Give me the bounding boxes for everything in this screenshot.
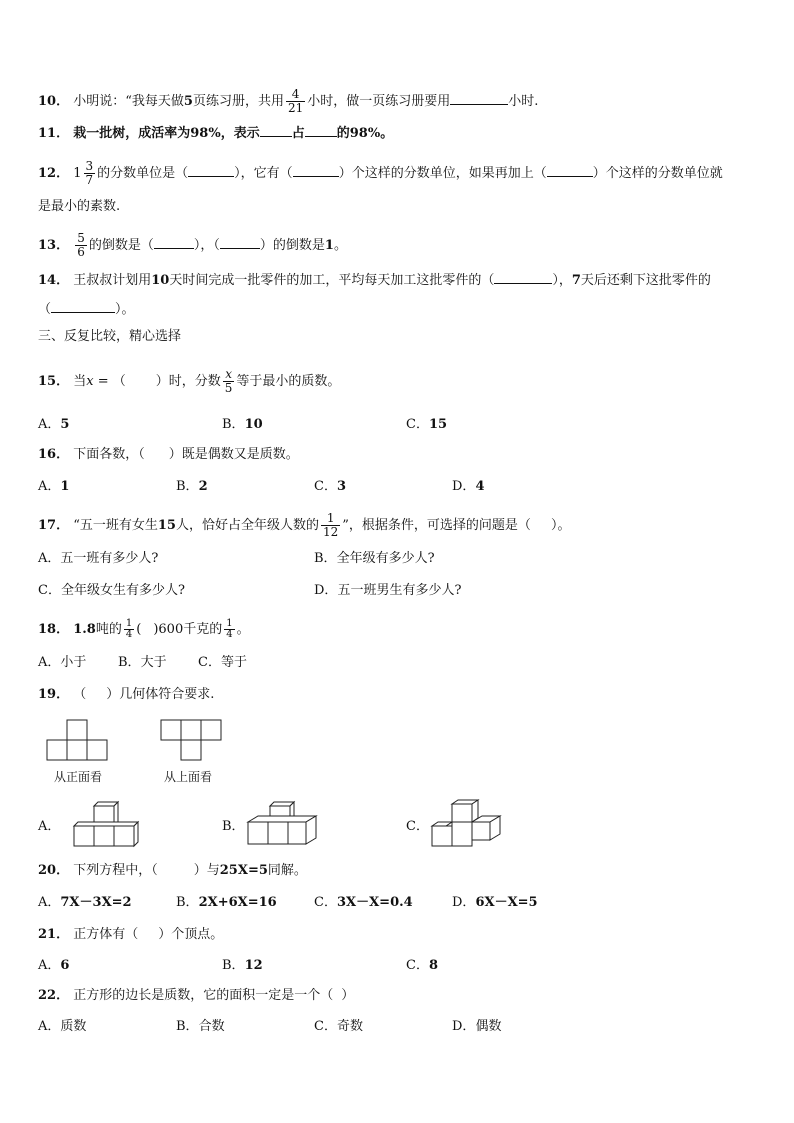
question-text: 小明说：“我每天做 [73,94,184,109]
option-label: B． [176,479,199,494]
option-value: 奇数 [336,1019,363,1034]
question-number: 11． [38,126,70,141]
mixed-number-whole: 1 [73,166,82,181]
question-number: 12． [38,166,70,181]
question-18 [38,619,250,640]
front-cell [67,740,87,760]
cube-face [452,804,472,822]
question-text: ）时，分数 [155,374,221,389]
question-text: 的倒数是（ [88,238,154,253]
cube-face [248,822,268,844]
option-label: C． [314,895,337,910]
option-value: 2 [198,479,208,494]
front-cell [47,740,67,760]
option-c[interactable] [406,957,438,975]
question-13 [38,232,347,259]
question-text: ）几何体符合要求. [106,687,215,702]
option-value: 8 [428,958,438,973]
option-label: A． [38,958,61,973]
option-label: C． [38,583,61,598]
fraction [321,512,340,539]
option-c[interactable] [406,416,447,434]
number: 1.8 [73,622,96,637]
top-view-caption: 从上面看 [164,770,213,784]
option-b-solid-figure[interactable] [244,798,320,850]
question-text: 吨的 [95,622,122,637]
option-label: C． [406,958,429,973]
question-16 [38,446,299,464]
cube-side [134,822,138,846]
question-text: 等于最小的质数。 [236,374,341,389]
numerator: 1 [125,618,133,629]
question-text: 占 [291,126,305,141]
option-value: 五一班男生有多少人? [337,583,462,598]
question-number: 22． [38,988,70,1003]
question-10 [38,88,538,115]
answer-blank[interactable] [188,164,234,177]
question-text: 。 [236,622,250,637]
option-label: B． [314,551,337,566]
option-value: 15 [428,417,448,432]
question-text: )600 [153,622,184,637]
option-label: D． [314,583,338,598]
question-number: 17． [38,518,70,533]
section-title: 三、反复比较，精心选择 [38,329,182,344]
answer-blank[interactable] [154,236,194,249]
denominator: 7 [85,173,94,187]
top-cell [161,720,181,740]
answer-blank[interactable] [51,300,115,313]
option-b[interactable] [176,1018,225,1036]
question-text: ）既是偶数又是质数。 [168,447,299,462]
fraction [223,368,235,395]
cube-face [432,826,452,846]
option-label: A． [38,895,61,910]
option-a[interactable] [38,416,69,434]
option-d[interactable] [452,894,538,912]
question-text: 当 [73,374,87,389]
fraction [124,619,134,640]
option-c[interactable] [406,818,429,836]
option-label: D． [452,1019,476,1034]
fraction [224,619,234,640]
question-text: 的分数单位是（ [97,166,189,181]
option-label: B． [176,1019,199,1034]
question-12 [38,160,723,187]
cube-face [114,826,134,846]
option-a[interactable] [38,550,158,568]
option-value: 2X+6X=16 [198,895,277,910]
denominator: 5 [224,381,233,395]
option-c[interactable] [38,582,185,600]
question-text: ( [136,622,142,637]
number: 10 [151,273,170,288]
option-b[interactable] [314,550,435,568]
option-c[interactable] [314,1018,363,1036]
option-value: 小于 [60,655,87,670]
option-d[interactable] [452,1018,501,1036]
cube-face [74,826,94,846]
answer-blank[interactable] [305,124,337,137]
question-number: 15． [38,374,70,389]
question-20 [38,862,307,880]
option-label: C． [314,1019,337,1034]
option-value: 3 [336,479,346,494]
top-view-figure [160,718,224,764]
option-c[interactable] [314,894,413,912]
cube-face [472,822,490,840]
question-number: 18． [38,622,70,637]
option-label: C． [406,417,429,432]
option-a[interactable] [38,478,69,496]
question-21 [38,926,223,944]
question-text: ”，根据条件，可选择的问题是（ [342,518,531,533]
question-number: 19． [38,687,70,702]
question-text: ）。 [115,302,135,317]
question-14 [38,271,711,290]
denominator: 4 [226,629,233,640]
option-label: A． [38,655,61,670]
number: 1 [324,238,334,253]
top-cell [181,740,201,760]
option-b[interactable] [176,478,208,496]
number: 98% [190,126,221,141]
question-text: 。 [333,238,347,253]
question-number: 20． [38,863,70,878]
cube-face [288,822,306,844]
option-value: 五一班有多少人? [60,551,159,566]
question-text: 王叔叔计划用 [73,273,152,288]
question-text: ，表示 [220,126,260,141]
option-value: 等于 [220,655,247,670]
option-value: 10 [244,417,263,432]
numerator: 1 [226,618,233,629]
option-label: B． [222,819,245,834]
question-text: ），它有（ [234,166,293,181]
option-value: 7X－3X=2 [60,895,132,910]
answer-blank[interactable] [293,164,339,177]
denominator: 12 [323,525,339,539]
question-text: ）与 [193,863,220,878]
option-value: 12 [244,958,263,973]
question-text: ）个顶点。 [158,927,224,942]
question-text: 的 [336,126,350,141]
answer-blank[interactable] [260,124,292,137]
option-value: 合数 [198,1019,225,1034]
option-a[interactable] [38,957,69,975]
answer-blank[interactable] [220,236,260,249]
option-a[interactable] [38,1018,86,1036]
answer-blank[interactable] [450,92,508,105]
denominator: 4 [125,629,133,640]
question-text: 千克的 [183,622,223,637]
variable: x [86,374,94,389]
option-value: 全年级女生有多少人? [60,583,185,598]
denominator: 21 [287,101,304,115]
option-c-solid-figure[interactable] [430,798,504,850]
section-heading [38,328,181,346]
question-text: 栽一批树，成活率为 [73,126,191,141]
option-d[interactable] [452,478,484,496]
question-number: 16． [38,447,70,462]
question-text: 正方体有（ [73,927,139,942]
cube-top [432,822,452,826]
question-14-continuation [38,300,135,319]
option-c[interactable] [314,478,346,496]
option-label: A． [38,417,61,432]
option-label: A． [38,1019,61,1034]
option-b[interactable] [222,416,263,434]
option-label: C． [314,479,337,494]
option-label: A． [38,479,61,494]
cube-top [248,816,316,822]
numerator: 3 [85,159,94,173]
question-text: 是最小的素数. [38,199,121,214]
question-19 [38,686,214,704]
option-value: 5 [60,417,70,432]
option-value: 6X－X=5 [475,895,538,910]
option-value: 3X－X=0.4 [336,895,413,910]
number: 98% [349,126,381,141]
question-text: ）的倒数是 [259,238,325,253]
question-text: ）个这样的分数单位，如果再加上（ [338,166,547,181]
fraction [75,232,87,259]
option-label: B． [222,417,245,432]
option-value: 6 [60,958,70,973]
question-text: 正方形的边长是质数，它的面积一定是一个（ [73,988,334,1003]
question-number: 21． [38,927,70,942]
option-label: D． [452,895,476,910]
question-15 [38,368,340,395]
option-value: 质数 [60,1019,87,1034]
question-11 [38,124,393,143]
question-text: “五一班有女生 [73,518,158,533]
question-text: 下面各数，（ [73,447,145,462]
question-text: ）。 [550,518,571,533]
front-view-caption: 从正面看 [54,770,103,784]
question-text: 。 [380,126,394,141]
denominator: 6 [77,245,85,259]
cube-face [452,822,472,846]
option-label: A． [38,551,61,566]
question-text: 下列方程中，（ [73,863,158,878]
numerator: 5 [77,231,85,245]
option-label: B． [176,895,199,910]
numerator: x [223,368,235,382]
option-value: 1 [60,479,70,494]
fraction [286,88,305,115]
top-cell [181,720,201,740]
question-text: 人，恰好占全年级人数的 [175,518,319,533]
question-number: 13． [38,238,70,253]
question-text: = （ [93,374,126,389]
question-text: （ [73,687,87,702]
option-d[interactable] [314,582,461,600]
question-number: 10． [38,94,70,109]
equation: 25X=5 [219,863,268,878]
option-label: B． [222,958,245,973]
option-value: 全年级有多少人? [336,551,435,566]
numerator: 4 [286,88,305,102]
option-b[interactable] [222,957,263,975]
question-text: 天时间完成一批零件的加工，平均每天加工这批零件的（ [169,273,495,288]
option-b[interactable] [176,894,277,912]
question-text: 页练习册，共用 [192,94,284,109]
answer-blank[interactable] [547,164,593,177]
question-text: 小时. [508,94,539,109]
option-value: 偶数 [475,1019,502,1034]
option-a[interactable] [38,654,86,672]
option-a[interactable] [38,894,132,912]
question-text: ） [341,988,355,1003]
option-label: D． [452,479,476,494]
question-text: 同解。 [267,863,307,878]
top-cell [201,720,221,740]
front-view-figure [46,718,110,764]
option-value: 大于 [140,655,167,670]
option-a[interactable] [38,818,60,836]
option-b[interactable] [118,654,167,672]
question-17 [38,512,570,539]
number: 5 [183,94,193,109]
question-text: ），（ [193,238,220,253]
question-12-continuation [38,198,120,216]
number: 7 [571,273,581,288]
question-text: ）， [552,273,572,288]
numerator: 1 [321,512,340,526]
option-b[interactable] [222,818,245,836]
question-number: 14． [38,273,70,288]
question-22 [38,987,354,1005]
number: 15 [157,518,176,533]
fraction [84,160,96,187]
question-text: 天后还剩下这批零件的 [580,273,711,288]
option-label: C． [198,655,221,670]
option-value: 4 [475,479,485,494]
question-text: 小时，做一页练习册要用 [307,94,451,109]
cube-top [74,822,138,826]
question-text: （ [38,302,52,317]
front-cell [67,720,87,740]
question-text: ）个这样的分数单位就 [592,166,723,181]
cube-face [268,822,288,844]
option-label: B． [118,655,141,670]
cube-face [94,826,114,846]
option-label: C． [406,819,429,834]
option-a-solid-figure[interactable] [72,800,144,850]
front-cell [87,740,107,760]
option-label: A． [38,819,61,834]
answer-blank[interactable] [494,271,552,284]
option-c[interactable] [198,654,247,672]
